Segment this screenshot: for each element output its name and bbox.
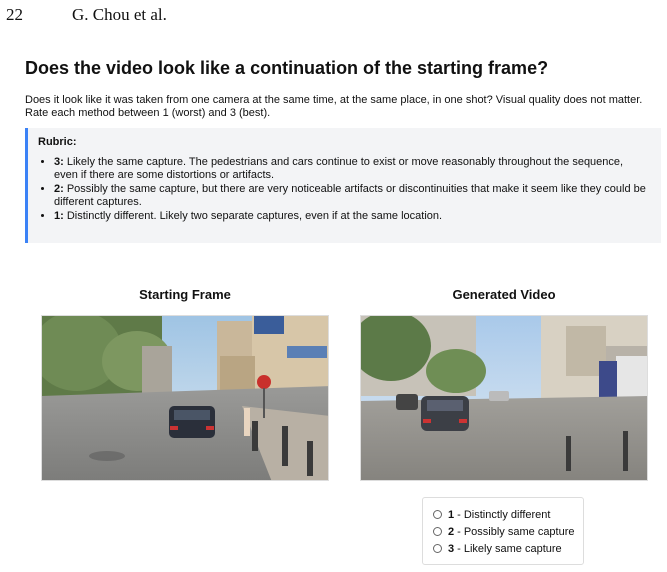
radio-button[interactable] bbox=[433, 527, 442, 536]
rubric-list bbox=[38, 156, 649, 223]
instruction-line: Does it look like it was taken from one camera at the same time, at the same place, in one shot? Visual quality does not matter. bbox=[25, 94, 643, 106]
rubric-box bbox=[25, 128, 661, 243]
rubric-text: Distinctly different. Likely two separate captures, even if at the same location. bbox=[66, 210, 443, 222]
radio-button[interactable] bbox=[433, 510, 442, 519]
rating-label: - Likely same capture bbox=[457, 542, 562, 555]
rating-score: 1 bbox=[448, 508, 455, 521]
rubric-score: 2: bbox=[54, 183, 64, 195]
rating-score: 2 bbox=[448, 525, 455, 538]
rating-label: - Distinctly different bbox=[457, 508, 551, 521]
survey-question: Does the video look like a continuation of the starting frame? bbox=[25, 58, 549, 78]
page-number: 22 bbox=[6, 5, 23, 24]
rating-option-1[interactable] bbox=[433, 506, 575, 523]
rubric-text: Likely the same capture. The pedestrians and cars continue to exist or move reasonably throughout the sequence, even if there are some distortions or artifacts. bbox=[54, 156, 624, 181]
rubric-text: Possibly the same capture, but there are very noticeable artifacts or discontinuities that make it seem like they could be different captures. bbox=[54, 183, 646, 208]
running-head-authors: G. Chou et al. bbox=[72, 5, 167, 24]
rating-label: - Possibly same capture bbox=[457, 525, 575, 538]
rating-option-3[interactable] bbox=[433, 540, 575, 557]
generated-video-title: Generated Video bbox=[452, 287, 556, 302]
rating-box bbox=[422, 497, 584, 565]
rubric-score: 1: bbox=[54, 210, 64, 222]
instruction-line: Rate each method between 1 (worst) and 3 (best). bbox=[25, 107, 271, 119]
rubric-title: Rubric: bbox=[38, 136, 77, 148]
rubric-item-1 bbox=[54, 210, 649, 223]
instructions bbox=[25, 94, 655, 120]
rubric-item-2 bbox=[54, 183, 649, 209]
rating-score: 3 bbox=[448, 542, 455, 555]
starting-frame-title: Starting Frame bbox=[139, 287, 231, 302]
rating-option-2[interactable] bbox=[433, 523, 575, 540]
starting-frame-image bbox=[41, 315, 329, 481]
radio-button[interactable] bbox=[433, 544, 442, 553]
rubric-score: 3: bbox=[54, 156, 64, 168]
generated-video-image bbox=[360, 315, 648, 481]
rubric-item-3 bbox=[54, 156, 649, 182]
